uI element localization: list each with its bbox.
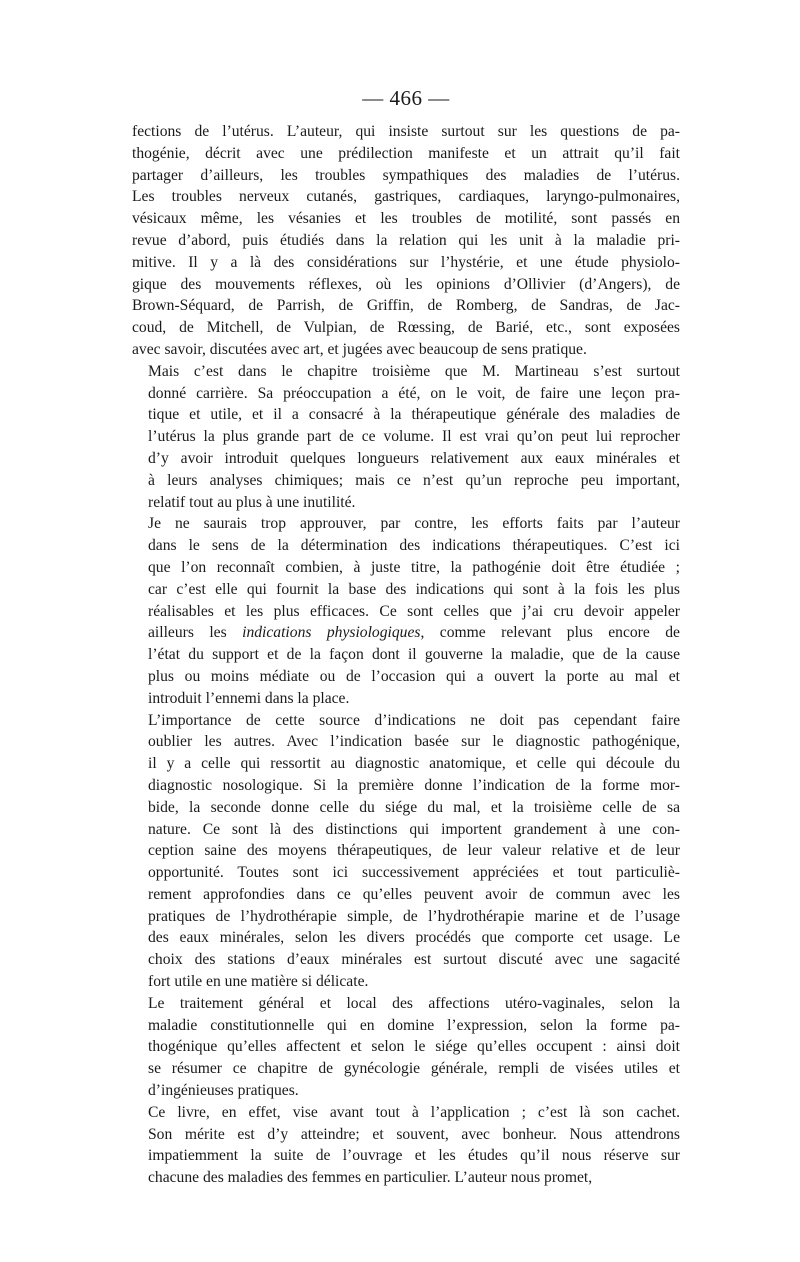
- text-line: nature. Ce sont là des distinctions qui importent grandement à une con-: [148, 820, 680, 838]
- text-line: l’état du support et de la façon dont il gouverne la maladie, que de la cause: [148, 646, 680, 664]
- text-line: d’ingénieuses pratiques.: [148, 1082, 299, 1100]
- text-line: bide, la seconde donne celle du siége du mal, et la troisième celle de sa: [148, 798, 680, 816]
- text-line: Ce livre, en effet, vise avant tout à l’application ; c’est là son cachet.: [148, 1103, 680, 1121]
- paragraph: [132, 513, 680, 709]
- text-line: relatif tout au plus à une inutilité.: [148, 493, 356, 511]
- text-line: choix des stations d’eaux minérales est surtout discuté avec une sagacité: [148, 951, 680, 969]
- italic-phrase: indications physiologiques: [242, 624, 421, 642]
- text-line: à leurs analyses chimiques; mais ce n’est qu’un reproche peu important,: [148, 471, 680, 489]
- text-line: Le traitement général et local des affections utéro-vaginales, selon la: [148, 994, 680, 1012]
- text-line: impatiemment la suite de l’ouvrage et les études qu’il nous réserve sur: [148, 1147, 680, 1165]
- text-line: ailleurs les indications physiologiques, comme relevant plus encore de: [148, 624, 680, 642]
- text-line: Son mérite est d’y atteindre; et souvent, avec bonheur. Nous attendrons: [148, 1125, 680, 1143]
- text-line: chacune des maladies des femmes en particulier. L’auteur nous promet,: [148, 1169, 593, 1187]
- text-line: tique et utile, et il a consacré à la thérapeutique générale des maladies de: [148, 406, 680, 424]
- text-line: dans le sens de la détermination des indications thérapeutiques. C’est ici: [148, 537, 680, 555]
- text-line: Les troubles nerveux cutanés, gastriques, cardiaques, laryngo-pulmonaires,: [132, 188, 680, 206]
- text-line: diagnostic nosologique. Si la première donne l’indication de la forme mor-: [148, 776, 680, 794]
- document-page: [132, 86, 680, 1189]
- text-line: d’y avoir introduit quelques longueurs relativement aux eaux minérales et: [148, 449, 680, 467]
- body-text: [132, 121, 680, 1189]
- paragraph: [132, 993, 680, 1102]
- text-line: partager d’ailleurs, les troubles sympathiques des maladies de l’utérus.: [132, 166, 680, 184]
- text-line: gique des mouvements réflexes, où les opinions d’Ollivier (d’Angers), de: [132, 275, 680, 293]
- text-line: car c’est elle qui fournit la base des indications qui sont à la fois les plus: [148, 580, 680, 598]
- text-line: vésicaux même, les vésanies et les troubles de motilité, sont passés en: [132, 210, 680, 228]
- text-line: des eaux minérales, selon les divers procédés que comporte cet usage. Le: [148, 929, 680, 947]
- text-line: donné carrière. Sa préoccupation a été, on le voit, de faire une leçon pra-: [148, 384, 680, 402]
- paragraph: [132, 1102, 680, 1189]
- text-line: opportunité. Toutes sont ici successivement appréciées et tout particuliè-: [148, 864, 680, 882]
- text-line: réalisables et les plus efficaces. Ce sont celles que j’ai cru devoir appeler: [148, 602, 680, 620]
- text-line: avec savoir, discutées avec art, et jugées avec beaucoup de sens pratique.: [132, 340, 587, 358]
- paragraph: [132, 121, 680, 361]
- text-line: rement approfondies dans ce qu’elles peuvent avoir de commun avec les: [148, 885, 680, 903]
- text-line: L’importance de cette source d’indications ne doit pas cependant faire: [148, 711, 680, 729]
- text-line: revue d’abord, puis étudiés dans la relation qui les unit à la maladie pri-: [132, 231, 680, 249]
- paragraph: [132, 361, 680, 514]
- text-line: ception saine des moyens thérapeutiques, de leur valeur relative et de leur: [148, 842, 680, 860]
- text-line: que l’on reconnaît combien, à juste titre, la pathogénie doit être étudiée ;: [148, 558, 680, 576]
- text-line: fort utile en une matière si délicate.: [148, 973, 369, 991]
- text-line: se résumer ce chapitre de gynécologie générale, rempli de visées utiles et: [148, 1060, 680, 1078]
- text-line: Je ne saurais trop approuver, par contre, les efforts faits par l’auteur: [148, 515, 680, 533]
- text-line: pratiques de l’hydrothérapie simple, de l’hydrothérapie marine et de l’usage: [148, 907, 680, 925]
- text-line: mitive. Il y a là des considérations sur l’hystérie, et une étude physiolo-: [132, 253, 680, 271]
- text-line: Brown-Séquard, de Parrish, de Griffin, de Romberg, de Sandras, de Jac-: [132, 297, 680, 315]
- text-line: l’utérus la plus grande part de ce volume. Il est vrai qu’on peut lui reprocher: [148, 428, 680, 446]
- text-line: coud, de Mitchell, de Vulpian, de Rœssing, de Barié, etc., sont exposées: [132, 319, 680, 337]
- text-line: thogénique qu’elles affectent et selon le siége qu’elles occupent : ainsi doit: [148, 1038, 680, 1056]
- text-line: fections de l’utérus. L’auteur, qui insiste surtout sur les questions de pa-: [132, 123, 680, 140]
- text-line: oublier les autres. Avec l’indication basée sur le diagnostic pathogénique,: [148, 733, 680, 751]
- text-line: maladie constitutionnelle qui en domine l’expression, selon la forme pa-: [148, 1016, 680, 1034]
- text-line: thogénie, décrit avec une prédilection manifeste et un attrait qu’il fait: [132, 144, 680, 162]
- text-line: introduit l’ennemi dans la place.: [148, 689, 350, 707]
- text-line: Mais c’est dans le chapitre troisième que M. Martineau s’est surtout: [148, 362, 680, 380]
- text-line: plus ou moins médiate ou de l’occasion qui a ouvert la porte au mal et: [148, 667, 680, 685]
- paragraph: [132, 710, 680, 993]
- text-line: il y a celle qui ressortit au diagnostic anatomique, et celle qui découle du: [148, 755, 680, 773]
- page-number: — 466 —: [362, 86, 450, 110]
